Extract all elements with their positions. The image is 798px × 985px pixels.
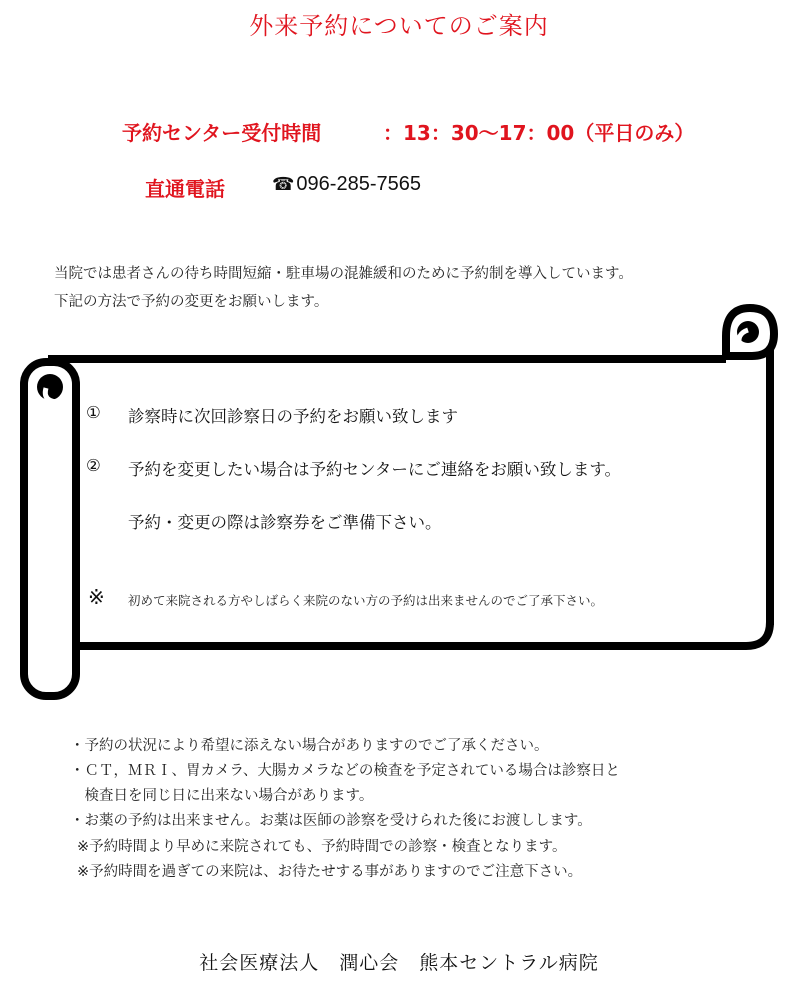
list-item-number: ② (86, 456, 101, 475)
list-sub-text: 予約・変更の際は診察券をご準備下さい。 (128, 513, 442, 532)
intro-line: 当院では患者さんの待ち時間短縮・駐車場の混雑緩和のために予約制を導入しています。 (54, 266, 633, 282)
notes-line: 検査日を同じ日に出来ない場合があります。 (70, 788, 374, 804)
notes-line: ・ＣＴ，ＭＲＩ、胃カメラ、大腸カメラなどの検査を予定されている場合は診察日と (70, 763, 620, 779)
note-text: 初めて来院される方やしばらく来院のない方の予約は出来ませんのでご了承下さい。 (128, 593, 604, 608)
page-title: 外来予約についてのご案内 (249, 12, 549, 40)
list-item-text: 予約を変更したい場合は予約センターにご連絡をお願い致します。 (128, 460, 622, 479)
list-item-number: ① (86, 403, 101, 422)
scroll-left-roll (24, 362, 76, 696)
phone-number[interactable]: 096-285-7565 (296, 173, 421, 195)
reservation-hours-label: 予約センター受付時間 (122, 121, 322, 145)
note-mark: ※ (88, 585, 105, 609)
scroll-left-roll-inner (37, 374, 63, 400)
footer-organization: 社会医療法人 潤心会 熊本セントラル病院 (199, 952, 599, 974)
notes-line: ・お薬の予約は出来ません。お薬は医師の診察を受けられた後にお渡しします。 (70, 813, 592, 829)
notes-line: ※予約時間を過ぎての来院は、お待たせする事がありますのでご注意下さい。 (77, 864, 583, 880)
intro-line: 下記の方法で予約の変更をお願いします。 (54, 294, 329, 310)
telephone-icon: ☎ (272, 174, 295, 194)
direct-phone-label: 直通電話 (145, 177, 225, 201)
reservation-hours-value: ：13：30～17：00（平日のみ） (383, 121, 695, 145)
notes-line: ・予約の状況により希望に添えない場合がありますのでご了承ください。 (70, 738, 549, 754)
list-item-text: 診察時に次回診察日の予約をお願い致します (128, 407, 458, 426)
notes-line: ※予約時間より早めに来院されても、予約時間での診察・検査となります。 (77, 839, 567, 855)
